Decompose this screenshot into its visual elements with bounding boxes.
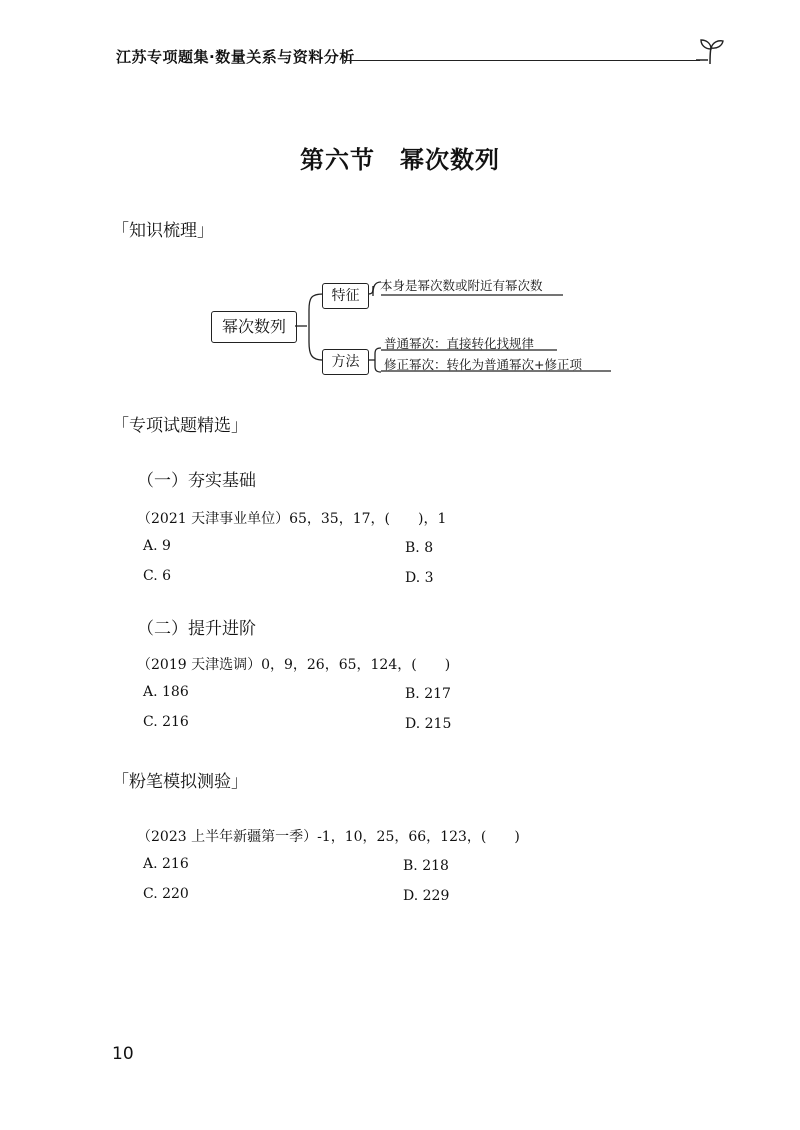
section-knowledge: 「知识梳理」: [112, 221, 214, 241]
mindmap-method-item-1: 普通幂次：直接转化找规律: [384, 336, 535, 351]
section-practice: 「专项试题精选」: [112, 416, 248, 436]
page-title: 第六节 幂次数列: [300, 146, 500, 174]
part1-option-c: C. 6: [143, 568, 172, 584]
part1-question: （2021 天津事业单位）65，35，17，( )，1: [137, 511, 447, 527]
part1-option-b: B. 8: [405, 540, 434, 556]
part3-option-b: B. 218: [403, 858, 449, 874]
part2-heading: （二）提升进阶: [137, 619, 256, 639]
header-rule: [344, 60, 700, 61]
running-header: 江苏专项题集·数量关系与资料分析: [116, 48, 355, 66]
part3-option-c: C. 220: [143, 886, 189, 902]
mindmap-root: 幂次数列: [211, 311, 297, 343]
part2-option-b: B. 217: [405, 686, 451, 702]
part3-question: （2023 上半年新疆第一季）-1，10，25，66，123，( ): [137, 829, 520, 845]
part3-option-d: D. 229: [403, 888, 450, 904]
sprout-icon: [696, 36, 726, 66]
part1-option-a: A. 9: [143, 538, 171, 554]
section-mock: 「粉笔模拟测验」: [112, 772, 248, 792]
part2-question: （2019 天津选调）0，9，26，65，124，( ): [137, 657, 451, 673]
mindmap-branch-feature: 特征: [322, 283, 369, 309]
part2-option-d: D. 215: [405, 716, 452, 732]
part3-option-a: A. 216: [143, 856, 189, 872]
mindmap-method-item-2: 修正幂次：转化为普通幂次+修正项: [384, 357, 582, 372]
mindmap-feature-item: 本身是幂次数或附近有幂次数: [380, 278, 543, 293]
mindmap-branch-method: 方法: [322, 349, 369, 375]
page-number: 10: [112, 1044, 134, 1064]
part2-option-c: C. 216: [143, 714, 189, 730]
part1-heading: （一）夯实基础: [137, 471, 256, 491]
part2-option-a: A. 186: [143, 684, 189, 700]
part1-option-d: D. 3: [405, 570, 434, 586]
